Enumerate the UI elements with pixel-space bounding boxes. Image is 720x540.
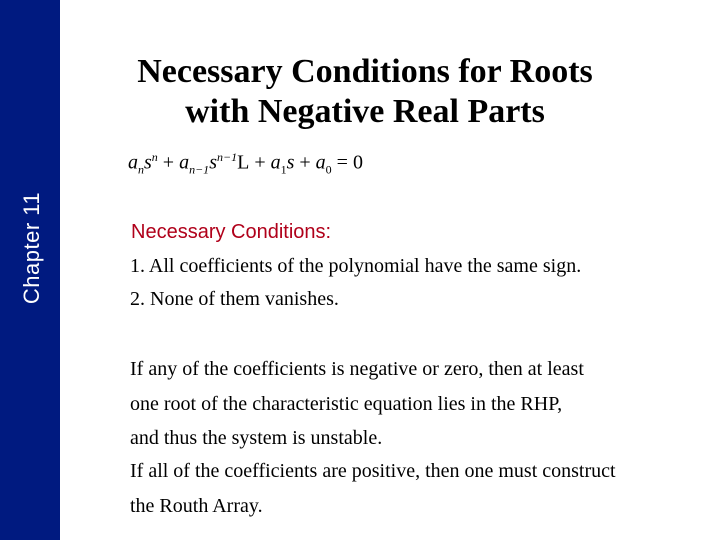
- eq-sn-sup: n: [151, 150, 158, 164]
- eq-plus-3: +: [299, 151, 311, 174]
- eq-a0-a: a: [315, 151, 326, 174]
- body-line-5: the Routh Array.: [130, 495, 263, 517]
- eq-equals: =: [336, 151, 348, 174]
- body-line-4: If all of the coefficients are positive, then one must construct: [130, 460, 616, 482]
- condition-item-2: 2. None of them vanishes.: [130, 288, 339, 310]
- conditions-heading: Necessary Conditions:: [131, 221, 332, 243]
- chapter-label-text: Chapter 11: [19, 191, 44, 305]
- body-line-1: If any of the coefficients is negative or zero, then at least: [130, 358, 584, 380]
- eq-a1-sub: 1: [280, 162, 287, 177]
- eq-an-sub: n: [138, 162, 144, 177]
- title-line-2: with Negative Real Parts: [185, 93, 545, 130]
- eq-plus-2: +: [254, 151, 266, 174]
- eq-an1-a: a: [179, 151, 190, 174]
- eq-rhs: 0: [352, 151, 363, 174]
- eq-s: s: [286, 151, 295, 174]
- eq-sn1-s: s: [209, 151, 217, 174]
- body-line-3: and thus the system is unstable.: [130, 427, 383, 449]
- eq-a0-sub: 0: [325, 162, 332, 177]
- body-line-2: one root of the characteristic equation lies in the RHP,: [130, 393, 563, 415]
- characteristic-equation: [128, 150, 363, 178]
- condition-item-1: 1. All coefficients of the polynomial have the same sign.: [130, 255, 582, 277]
- eq-a1-a: a: [270, 151, 281, 174]
- chapter-label: [0, 0, 60, 540]
- eq-an-a: a: [128, 151, 138, 174]
- eq-sn1-sup: n−1: [216, 150, 238, 164]
- eq-sn-s: s: [144, 151, 152, 174]
- eq-ellipsis: L: [237, 151, 250, 174]
- slide-title: [70, 52, 660, 132]
- eq-an1-sub: n−1: [189, 162, 210, 177]
- title-line-1: Necessary Conditions for Roots: [137, 53, 593, 90]
- eq-plus-1: +: [162, 151, 175, 174]
